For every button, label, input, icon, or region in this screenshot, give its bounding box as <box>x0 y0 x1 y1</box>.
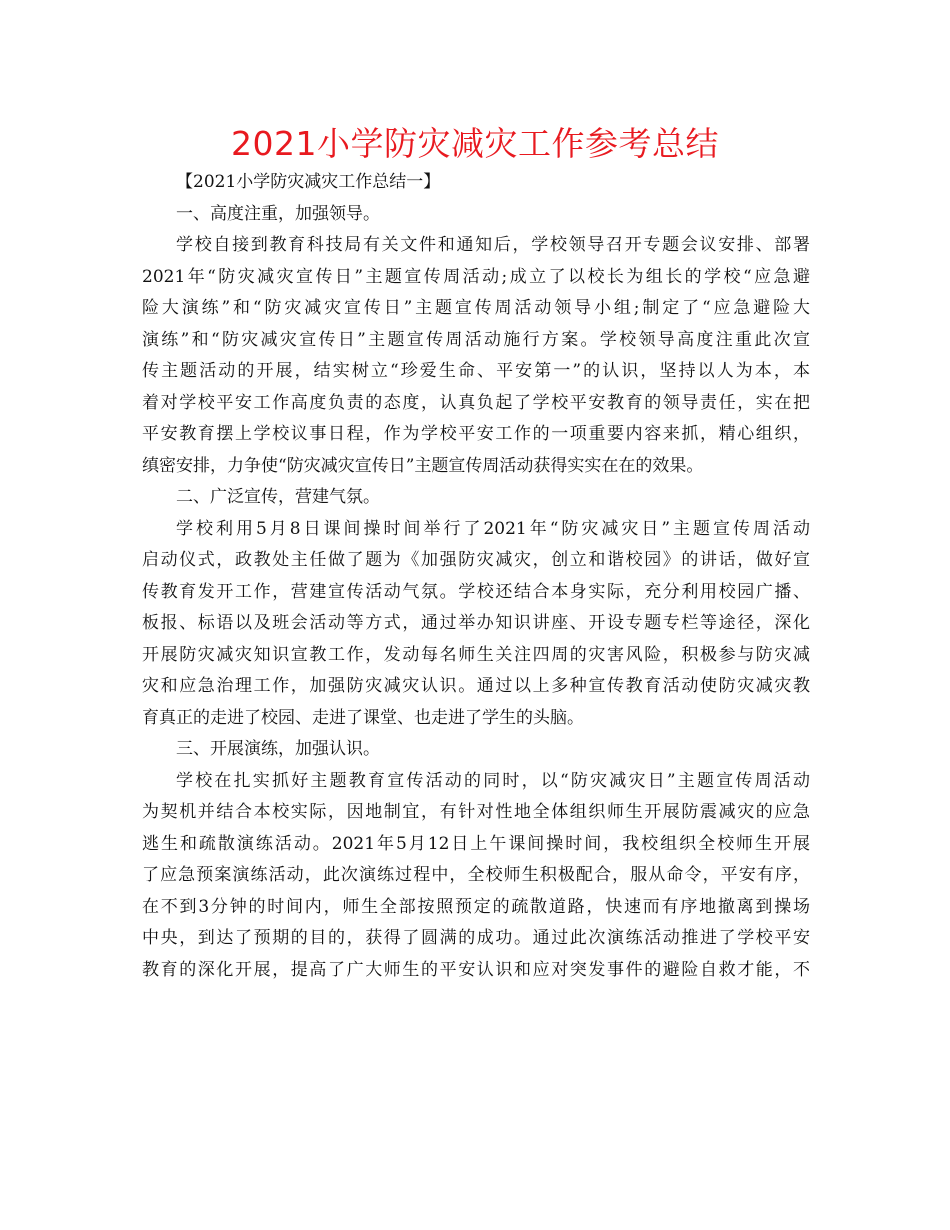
text-line: 传主题活动的开展，结实树立“珍爱生命、平安第一”的认识，坚持以人为本，本 <box>142 361 810 381</box>
text-line: 险大演练”和“防灾减灾宣传日”主题宣传周活动领导小组;制定了“应急避险大 <box>142 298 810 318</box>
text-line: 了应急预案演练活动，此次演练过程中，全校师生积极配合，服从命令，平安有序， <box>142 865 810 885</box>
text-line: 学校自接到教育科技局有关文件和通知后，学校领导召开专题会议安排、部署 <box>176 235 810 255</box>
text-line: 一、高度注重，加强领导。 <box>176 203 380 224</box>
text-line: 灾和应急治理工作，加强防灾减灾认识。通过以上多种宣传教育活动使防灾减灾教 <box>142 676 810 696</box>
text-line: 平安教育摆上学校议事日程，作为学校平安工作的一项重要内容来抓，精心组织， <box>142 424 810 444</box>
text-line: 三、开展演练，加强认识。 <box>176 739 380 759</box>
text-line: 【2021小学防灾减灾工作总结一】 <box>176 172 441 192</box>
text-line: 演练”和“防灾减灾宣传日”主题宣传周活动施行方案。学校领导高度注重此次宣 <box>142 329 810 350</box>
text-line: 启动仪式，政教处主任做了题为《加强防灾减灾，创立和谐校园》的讲话，做好宣 <box>142 550 810 570</box>
text-line: 2021年“防灾减灾宣传日”主题宣传周活动;成立了以校长为组长的学校“应急避 <box>142 266 810 287</box>
text-line: 逃生和疏散演练活动。2021年5月12日上午课间操时间，我校组织全校师生开展 <box>142 833 810 854</box>
text-line: 育真正的走进了校园、走进了课堂、也走进了学生的头脑。 <box>142 707 584 728</box>
text-line: 二、广泛宣传，营建气氛。 <box>176 487 380 507</box>
document-body <box>142 167 810 986</box>
text-line: 为契机并结合本校实际，因地制宜，有针对性地全体组织师生开展防震减灾的应急 <box>142 802 810 822</box>
text-line: 在不到3分钟的时间内，师生全部按照预定的疏散道路，快速而有序地撤离到操场 <box>142 896 810 917</box>
text-line: 教育的深化开展，提高了广大师生的平安认识和应对突发事件的避险自救才能，不 <box>142 959 810 980</box>
document-title: 2021小学防灾减灾工作参考总结 <box>231 124 719 163</box>
text-line: 板报、标语以及班会活动等方式，通过举办知识讲座、开设专题专栏等途径，深化 <box>142 613 810 633</box>
text-line: 中央，到达了预期的目的，获得了圆满的成功。通过此次演练活动推进了学校平安 <box>142 928 810 948</box>
text-line: 缜密安排，力争使“防灾减灾宣传日”主题宣传周活动获得实实在在的效果。 <box>142 455 704 476</box>
text-line: 着对学校平安工作高度负责的态度，认真负起了学校平安教育的领导责任，实在把 <box>142 392 810 413</box>
text-line: 学校利用5月8日课间操时间举行了2021年“防灾减灾日”主题宣传周活动 <box>176 518 810 539</box>
text-line: 学校在扎实抓好主题教育宣传活动的同时，以“防灾减灾日”主题宣传周活动 <box>176 770 810 791</box>
text-line: 传教育发开工作，营建宣传活动气氛。学校还结合本身实际，充分利用校园广播、 <box>142 581 810 602</box>
text-line: 开展防灾减灾知识宣教工作，发动每名师生关注四周的灾害风险，积极参与防灾减 <box>142 644 810 665</box>
